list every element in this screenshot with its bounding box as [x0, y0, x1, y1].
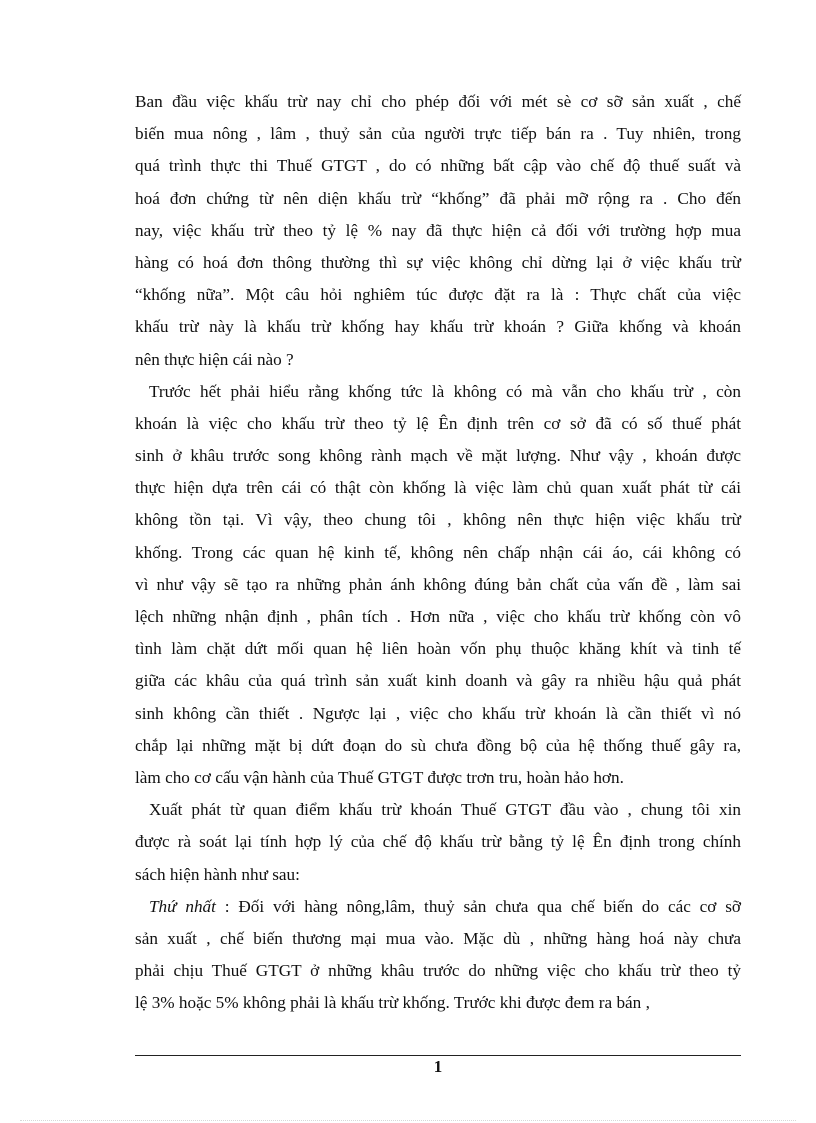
text-line: nay, việc khấu trừ theo tỷ lệ % nay đã thực hiện cả đối với trường hợp mua	[135, 220, 741, 240]
paragraph-3	[135, 794, 741, 891]
text-line: thực hiện dựa trên cái có thật còn khống là việc làm chủ quan xuất phát từ cái	[135, 478, 741, 498]
text-line: khống. Trong các quan hệ kinh tế, không nên chấp nhận cái áo, cái không có	[135, 542, 741, 562]
text-line: hoá đơn chứng từ nên diện khấu trừ “khống” đã phải mỡ rộng ra . Cho đến	[135, 188, 741, 208]
text-line: vì như vậy sẽ tạo ra những phản ánh không đúng bản chất của vấn đề , làm sai	[135, 574, 741, 594]
paragraph-4	[135, 891, 741, 1020]
text-line: chắp lại những mặt bị dứt đoạn do sù chưa đồng bộ của hệ thống thuế gây ra,	[135, 735, 741, 755]
text-line: nên thực hiện cái nào ?	[135, 349, 294, 369]
text-line: khấu trừ này là khấu trừ khống hay khấu trừ khoán ? Giữa khống và khoán	[135, 317, 741, 337]
text-line: sinh không cần thiết . Ngược lại , việc cho khấu trừ khoán là cần thiết vì nó	[135, 703, 741, 723]
page-number: 1	[433, 1057, 443, 1076]
paragraph-1	[135, 86, 741, 376]
text-line: sách hiện hành như sau:	[135, 864, 300, 884]
text-line: lệch những nhận định , phân tích . Hơn nữa , việc cho khấu trừ khống còn vô	[135, 607, 741, 626]
text-line: khoán là việc cho khấu trừ theo tỷ lệ Ên định trên cơ sở đã có số thuế phát	[135, 413, 741, 433]
text-line: “khống nữa”. Một câu hỏi nghiêm túc được đặt ra là : Thực chất của việc	[135, 285, 741, 305]
page-bottom-edge	[20, 1120, 796, 1121]
text-line: tình làm chặt dứt mối quan hệ liên hoàn vốn phụ thuộc khăng khít và tinh tế	[135, 639, 741, 659]
text-line: lệ 3% hoặc 5% không phải là khấu trừ khống. Trước khi được đem ra bán ,	[135, 993, 650, 1013]
text-line	[135, 891, 741, 923]
text-line: Xuất phát từ quan điểm khấu trừ khoán Thuế GTGT đầu vào , chung tôi xin	[149, 800, 741, 820]
text-line: phải chịu Thuế GTGT ở những khâu trước do những việc cho khấu trừ theo tỷ	[135, 961, 741, 981]
text-line: sản xuất , chế biến thương mại mua vào. Mặc dù , những hàng hoá này chưa	[135, 928, 741, 948]
text-line: quá trình thực thi Thuế GTGT , do có những bất cập vào chế độ thuế suất và	[135, 156, 741, 176]
text-line: sinh ở khâu trước song không rành mạch về mặt lượng. Như vậy , khoán được	[135, 446, 741, 466]
document-body	[135, 86, 741, 1019]
text-line: Ban đầu việc khấu trừ nay chỉ cho phép đối với mét sè cơ sỡ sản xuất , chế	[135, 92, 741, 111]
text-line: biến mua nông , lâm , thuỷ sản của người trực tiếp bán ra . Tuy nhiên, trong	[135, 124, 741, 144]
text-line: Trước hết phải hiểu rằng khống tức là không có mà vẫn cho khấu trừ , còn	[149, 381, 741, 401]
text-line: được rà soát lại tính hợp lý của chế độ khấu trừ bằng tỷ lệ Ên định trong chính	[135, 832, 741, 852]
italic-lead-term: Thứ nhất	[149, 896, 216, 916]
text-line-rest: : Đối với hàng nông,lâm, thuỷ sản chưa qua chế biến do các cơ sỡ	[215, 896, 741, 916]
paragraph-2	[135, 376, 741, 794]
text-line: giữa các khâu của quá trình sản xuất kinh doanh và gây ra nhiều hậu quả phát	[135, 671, 741, 691]
text-line: làm cho cơ cấu vận hành của Thuế GTGT được trơn tru, hoàn hảo hơn.	[135, 767, 624, 787]
text-line: không tồn tại. Vì vậy, theo chung tôi , không nên thực hiện việc khấu trừ	[135, 510, 741, 530]
text-line: hàng có hoá đơn thông thường thì sự việc không chỉ dừng lại ở việc khấu trừ	[135, 252, 741, 272]
footer-divider	[135, 1055, 741, 1056]
